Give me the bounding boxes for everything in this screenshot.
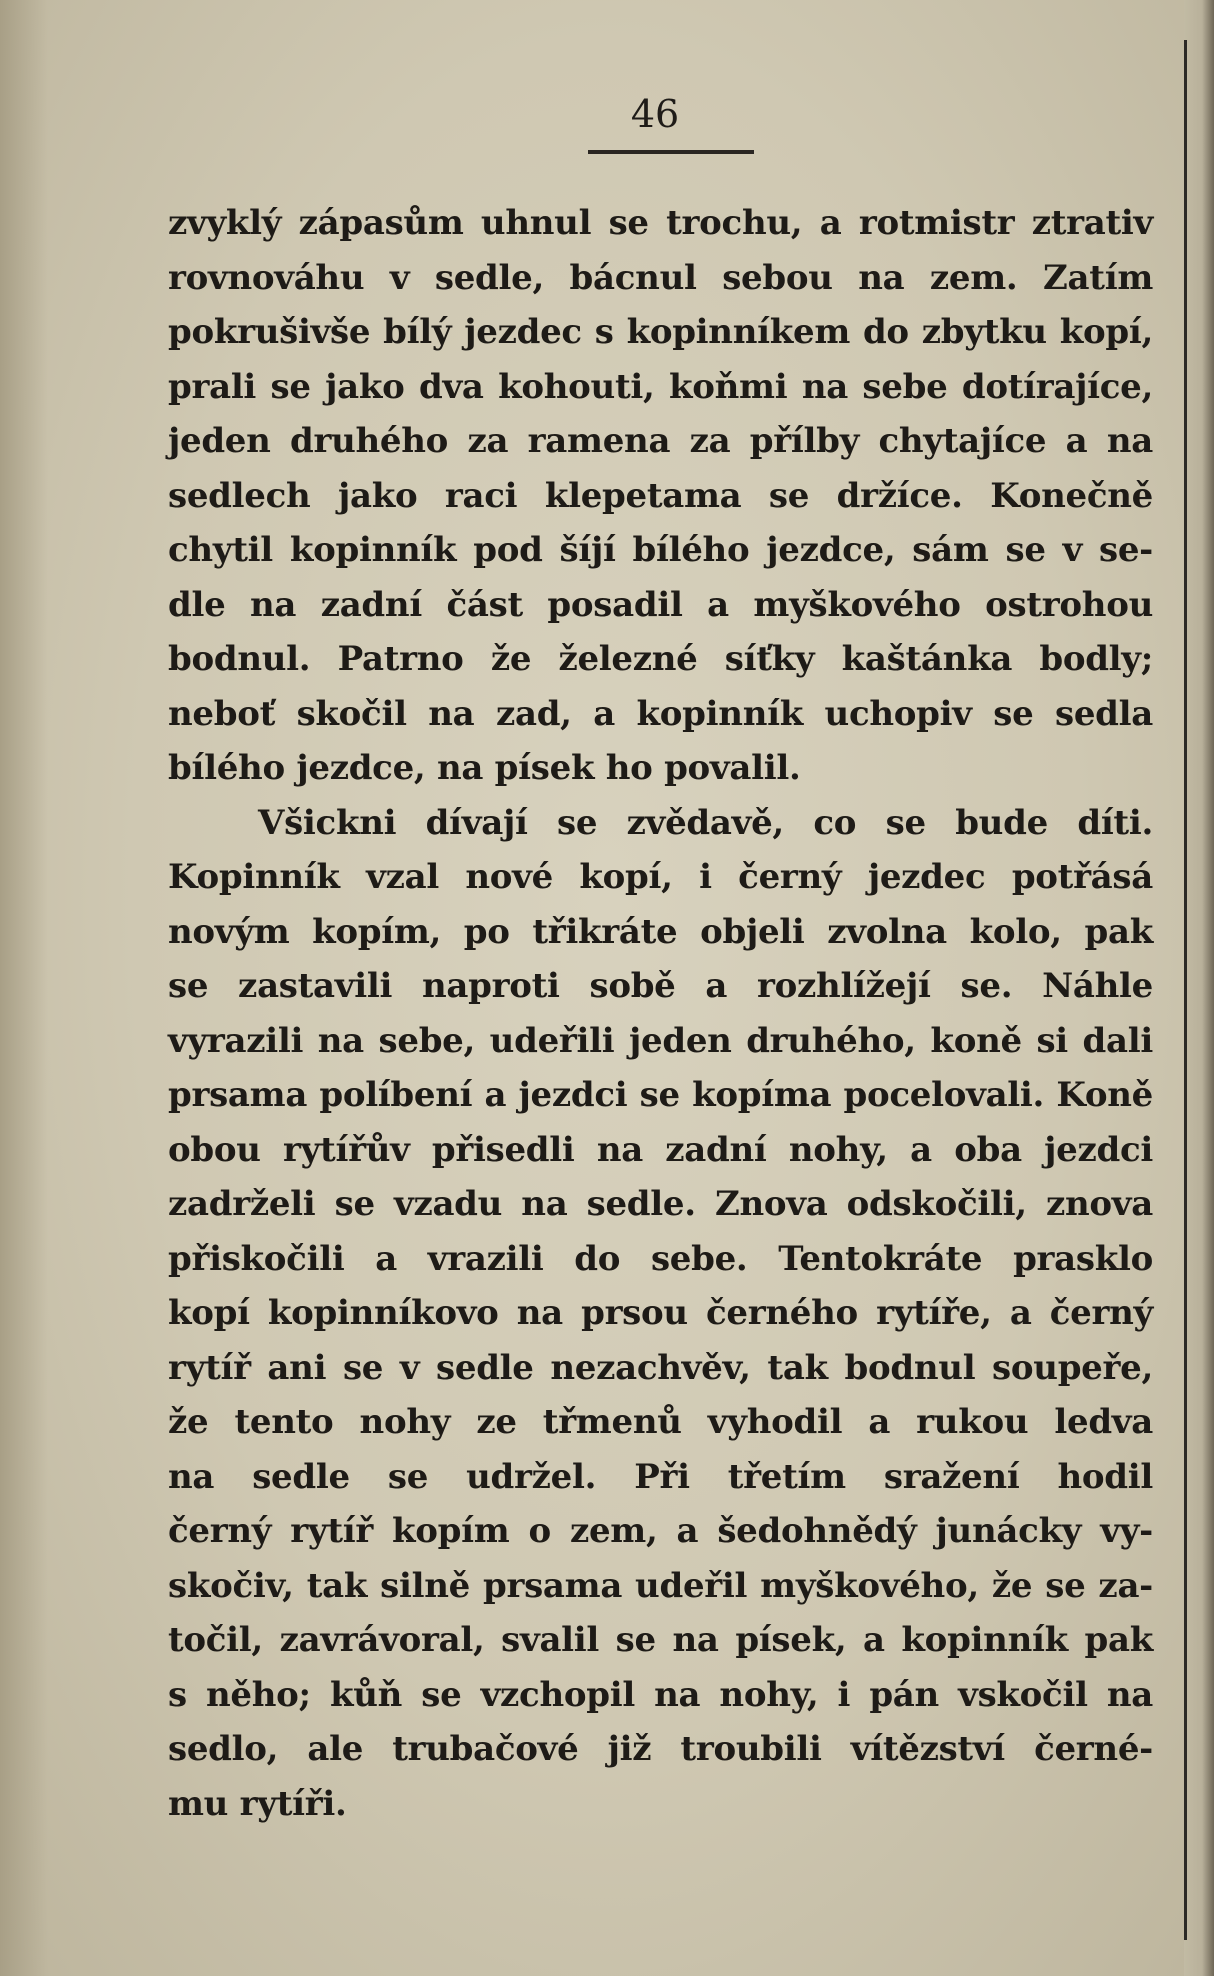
- text-line-paragraph-start: Všickni dívají se zvědavě, co se bude díti.: [258, 802, 1153, 843]
- text-line: točil, zavrávoral, svalil se na písek, a kopinník pak: [168, 1620, 1153, 1660]
- text-line: novým kopím, po třikráte objeli zvolna kolo, pak: [168, 911, 1153, 952]
- text-line: zvyklý zápasům uhnul se trochu, a rotmistr ztrativ: [168, 203, 1153, 243]
- text-line: rovnováhu v sedle, bácnul sebou na zem. Zatím: [168, 257, 1153, 298]
- text-line-paragraph-end: bílého jezdce, na písek ho povalil.: [168, 748, 801, 788]
- text-line: bodnul. Patrno že železné síťky kaštánka bodly;: [168, 639, 1153, 679]
- text-line: dle na zadní část posadil a myškového ostrohou: [168, 584, 1153, 625]
- text-line: chytil kopinník pod šíjí bílého jezdce, sám se v se-: [168, 530, 1153, 570]
- text-line: skočiv, tak silně prsama udeřil myškového, že se za-: [168, 1565, 1153, 1606]
- text-line: obou rytířův přisedli na zadní nohy, a oba jezdci: [168, 1129, 1153, 1170]
- text-line: že tento nohy ze třmenů vyhodil a rukou ledva: [168, 1402, 1153, 1442]
- page-edge: [1184, 0, 1214, 1976]
- text-line: pokrušivše bílý jezdec s kopinníkem do zbytku kopí,: [168, 312, 1153, 352]
- text-line: jeden druhého za ramena za přílby chytajíce a na: [168, 421, 1153, 461]
- text-line: vyrazili na sebe, udeřili jeden druhého, koně si dali: [168, 1020, 1153, 1061]
- text-line: na sedle se udržel. Při třetím sražení hodil: [168, 1456, 1153, 1497]
- body-text: [168, 196, 1153, 1831]
- text-line: prali se jako dva kohouti, koňmi na sebe dotírajíce,: [168, 366, 1153, 407]
- text-line: rytíř ani se v sedle nezachvěv, tak bodnul soupeře,: [168, 1347, 1153, 1388]
- text-line: sedlech jako raci klepetama se držíce. Konečně: [168, 475, 1153, 516]
- text-line: kopí kopinníkovo na prsou černého rytíře, a černý: [168, 1293, 1153, 1333]
- text-line: sedlo, ale trubačové již troubili vítězství černé-: [168, 1729, 1153, 1769]
- text-line: se zastavili naproti sobě a rozhlížejí se. Náhle: [168, 966, 1153, 1006]
- text-line: s něho; kůň se vzchopil na nohy, i pán vskočil na: [168, 1674, 1153, 1715]
- text-line: Kopinník vzal nové kopí, i černý jezdec potřásá: [168, 857, 1153, 897]
- text-line: přiskočili a vrazili do sebe. Tentokráte prasklo: [168, 1238, 1153, 1279]
- page-edge-line: [1184, 40, 1187, 1940]
- text-line-paragraph-end: mu rytíři.: [168, 1783, 347, 1824]
- page-number: 46: [630, 92, 680, 136]
- text-line: zadrželi se vzadu na sedle. Znova odskočili, znova: [168, 1184, 1153, 1224]
- text-line: černý rytíř kopím o zem, a šedohnědý junácky vy-: [168, 1511, 1153, 1551]
- text-line: prsama políbení a jezdci se kopíma pocelovali. Koně: [168, 1075, 1153, 1115]
- text-line: neboť skočil na zad, a kopinník uchopiv se sedla: [168, 693, 1153, 734]
- page-number-rule: [588, 150, 754, 154]
- binding-shadow: [0, 0, 48, 1976]
